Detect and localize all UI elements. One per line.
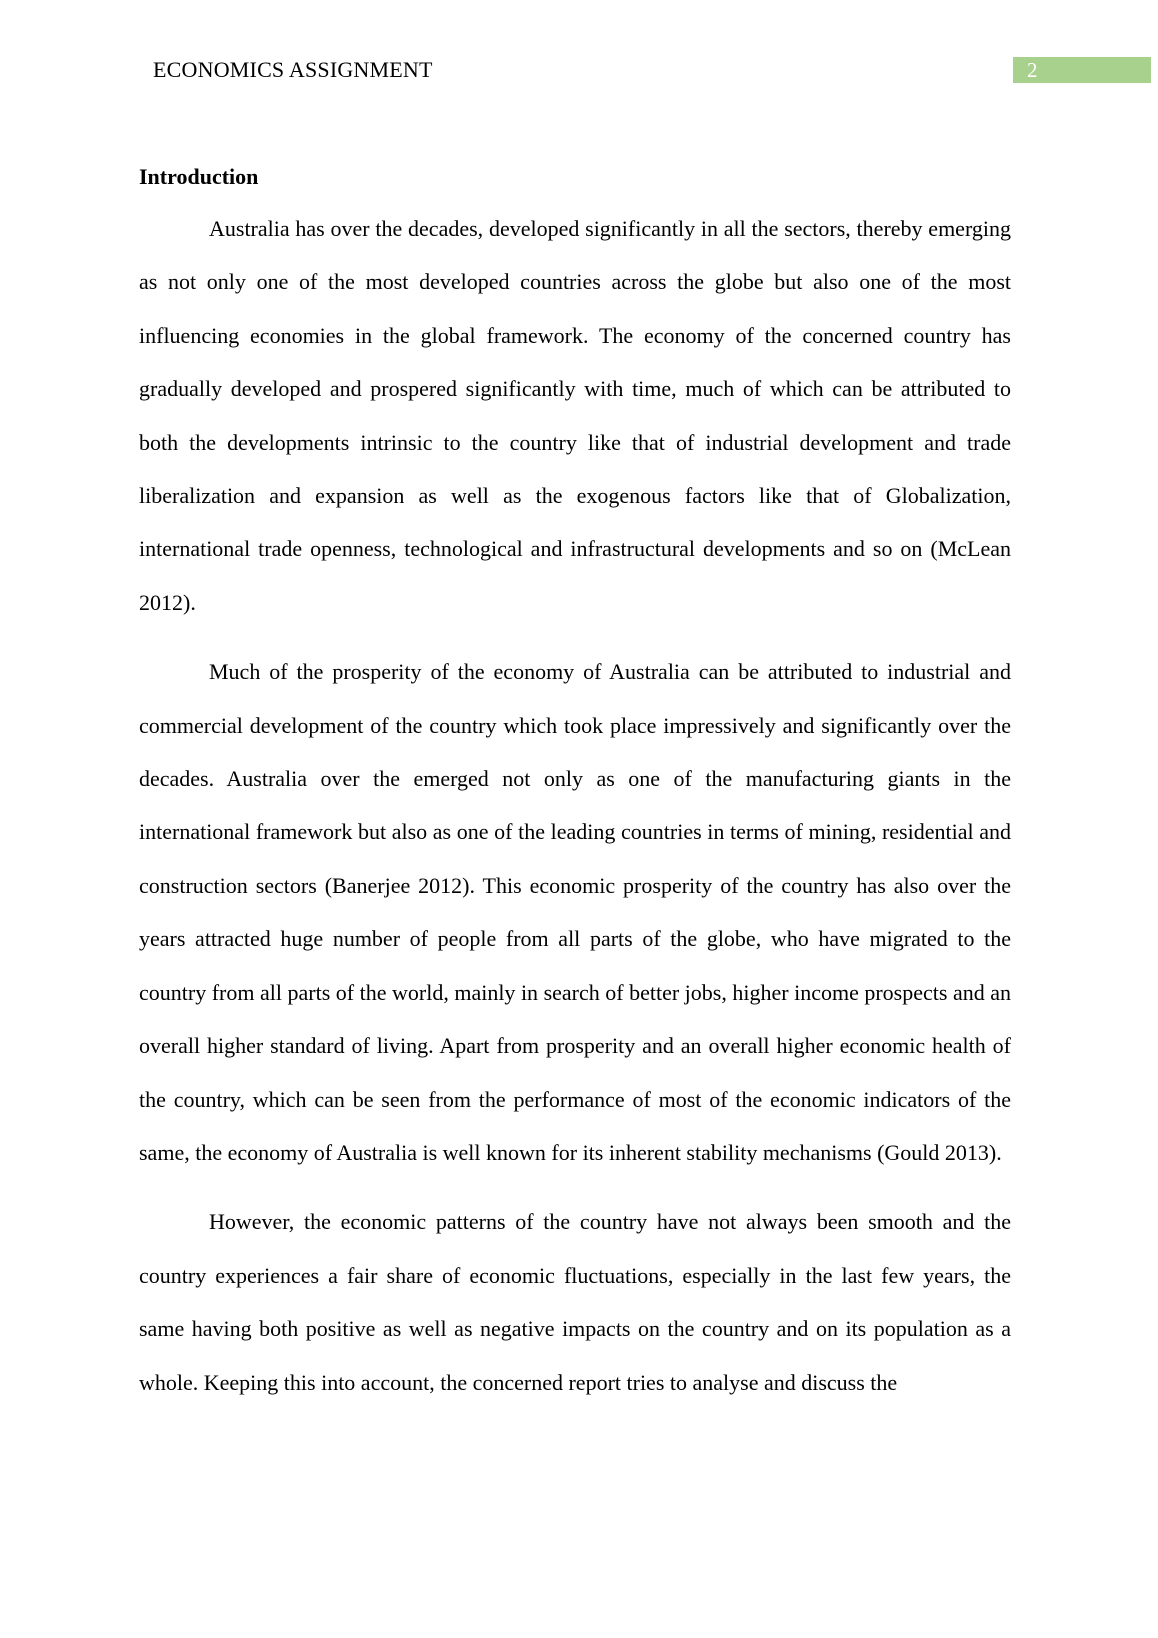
header-title: ECONOMICS ASSIGNMENT — [153, 57, 433, 82]
paragraph-2: Much of the prosperity of the economy of Australia can be attributed to industrial and commercial development of the country which took place impressively and significantly over the decades. Australia over the emerged not only as one of the manufacturing giants in the international framework but also as one of the leading countries in terms of mining, residential and construction sectors (Banerjee 2012). This economic prosperity of the country has also over the years attracted huge number of people from all parts of the globe, who have migrated to the country from all parts of the world, mainly in search of better jobs, higher income prospects and an overall higher standard of living. Apart from prosperity and an overall higher economic health of the country, which can be seen from the performance of most of the economic indicators of the same, the economy of Australia is well known for its inherent stability mechanisms (Gould 2013). — [139, 659, 1011, 1165]
paragraph-3: However, the economic patterns of the country have not always been smooth and the country experiences a fair share of economic fluctuations, especially in the last few years, the same having both positive as well as negative impacts on the country and on its population as a whole. Keeping this into account, the concerned report tries to analyse and discuss the — [139, 1209, 1011, 1395]
document-body — [139, 160, 1011, 1425]
section-heading: Introduction — [139, 164, 259, 189]
paragraph-1: Australia has over the decades, developed significantly in all the sectors, thereby emerging as not only one of the most developed countries across the globe but also one of the most influencing economies in the global framework. The economy of the concerned country has gradually developed and prospered significantly with time, much of which can be attributed to both the developments intrinsic to the country like that of industrial development and trade liberalization and expansion as well as the exogenous factors like that of Globalization, international trade openness, technological and infrastructural developments and so on (McLean 2012). — [139, 216, 1011, 615]
page-number: 2 — [1013, 57, 1151, 83]
